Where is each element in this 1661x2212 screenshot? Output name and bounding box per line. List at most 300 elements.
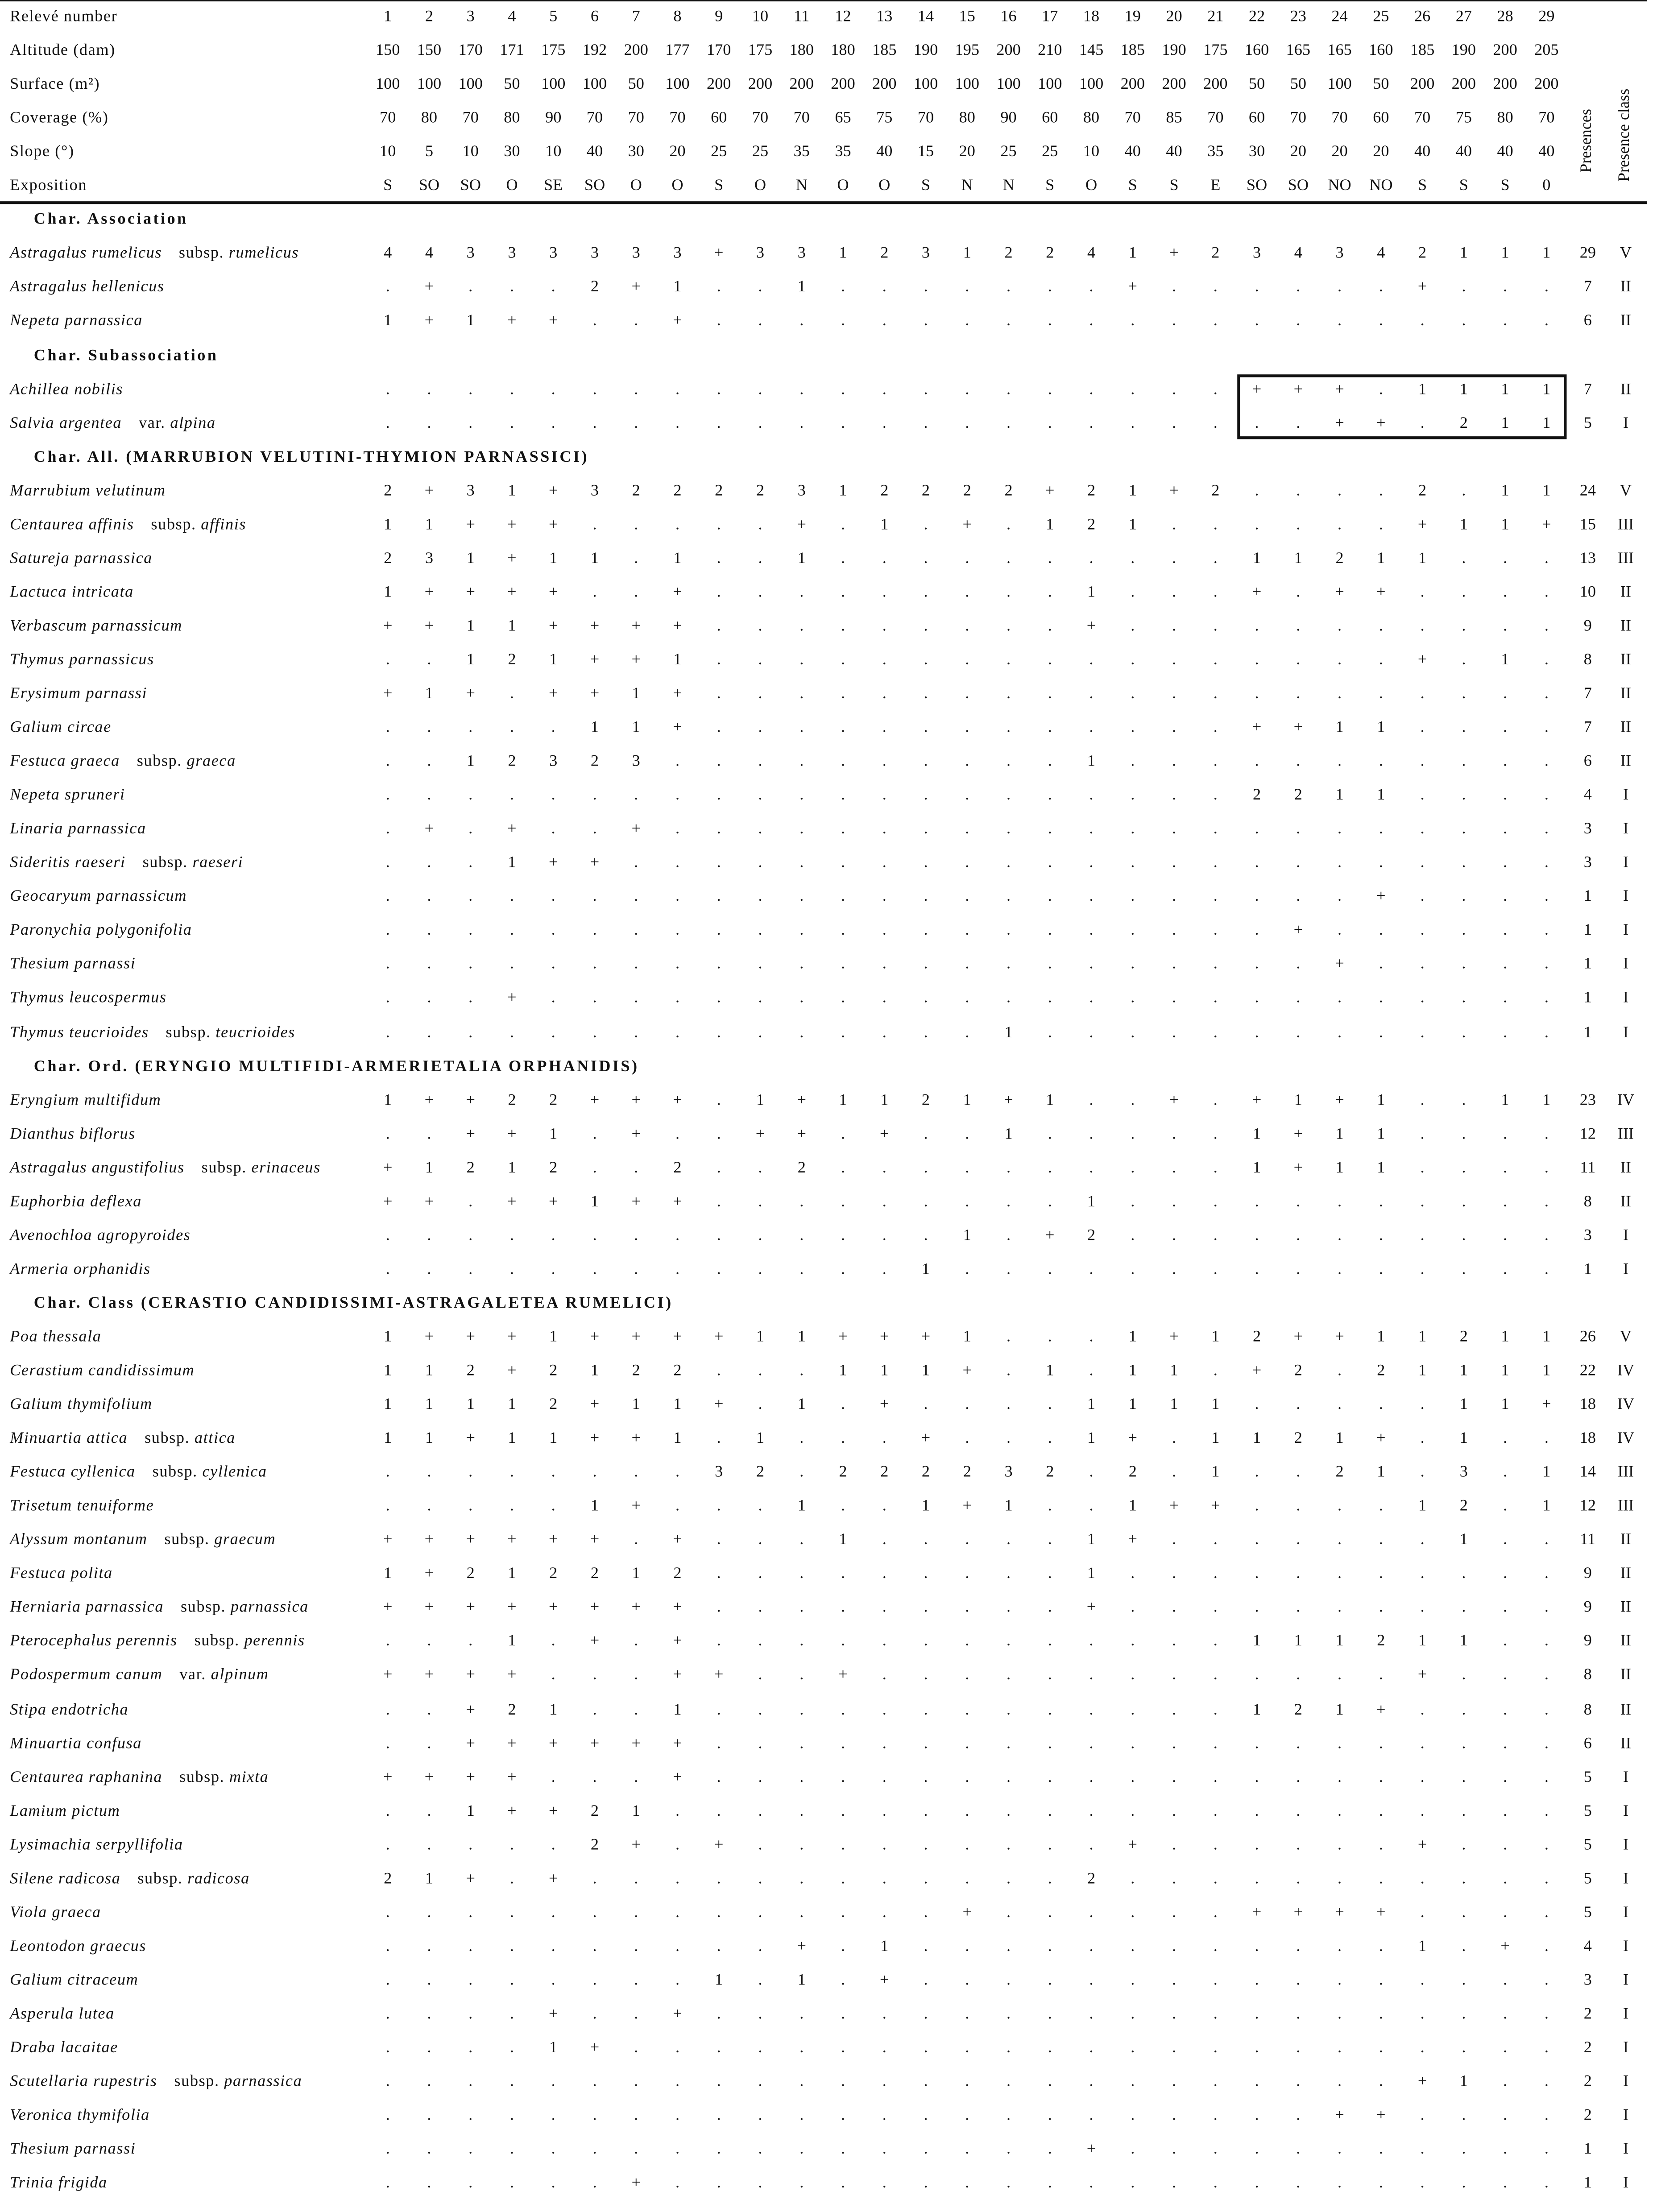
- abundance-cell: .: [1255, 1464, 1259, 1481]
- abundance-cell: .: [1296, 414, 1301, 432]
- abundance-cell: .: [1213, 854, 1218, 872]
- abundance-cell: .: [1172, 2107, 1176, 2125]
- abundance-cell: 1: [1418, 1363, 1427, 1379]
- abundance-cell: .: [1462, 313, 1466, 330]
- abundance-cell: +: [631, 1193, 641, 1210]
- abundance-cell: +: [1128, 279, 1138, 296]
- abundance-cell: .: [841, 2107, 845, 2125]
- header-cell: 20: [1290, 144, 1306, 161]
- presence-class-cell: I: [1623, 1802, 1629, 1820]
- header-cell: 1: [384, 8, 392, 25]
- abundance-cell: .: [758, 990, 762, 1007]
- abundance-cell: .: [1089, 279, 1094, 296]
- abundance-cell: .: [758, 1904, 762, 1921]
- abundance-cell: 1: [715, 1972, 723, 1989]
- presences-cell: 5: [1583, 414, 1592, 432]
- abundance-cell: .: [1213, 1125, 1218, 1143]
- rank-word: subsp.: [179, 1769, 229, 1786]
- abundance-cell: +: [880, 1329, 889, 1346]
- abundance-cell: 1: [673, 651, 682, 669]
- infraspecific-epithet: [179, 245, 299, 262]
- presence-class-cell: III: [1617, 550, 1634, 567]
- abundance-cell: +: [631, 820, 641, 838]
- abundance-cell: 1: [839, 482, 847, 500]
- abundance-cell: 1: [1211, 1464, 1220, 1481]
- abundance-cell: .: [1503, 1599, 1508, 1617]
- abundance-cell: .: [799, 381, 804, 398]
- abundance-cell: +: [548, 1599, 558, 1617]
- abundance-cell: +: [590, 1430, 600, 1447]
- abundance-cell: +: [714, 245, 724, 262]
- abundance-cell: .: [592, 1024, 597, 1041]
- abundance-cell: .: [1089, 1329, 1094, 1346]
- abundance-cell: 2: [384, 550, 392, 567]
- abundance-cell: .: [1379, 2005, 1383, 2023]
- abundance-cell: .: [799, 1566, 804, 1583]
- abundance-cell: .: [1007, 1633, 1011, 1650]
- abundance-cell: 1: [1004, 1024, 1013, 1041]
- abundance-cell: .: [841, 617, 845, 635]
- abundance-cell: .: [1503, 820, 1508, 838]
- abundance-cell: .: [1379, 820, 1383, 838]
- abundance-cell: .: [1007, 1904, 1011, 1921]
- header-cell: 200: [707, 76, 731, 93]
- abundance-cell: +: [673, 685, 682, 703]
- header-row-label: Altitude (dam): [10, 42, 116, 59]
- abundance-cell: .: [427, 888, 431, 906]
- abundance-cell: .: [1544, 854, 1549, 872]
- header-cell: 40: [1538, 144, 1555, 161]
- presence-class-column-header: Presence class: [1616, 88, 1633, 182]
- abundance-cell: .: [468, 2107, 473, 2125]
- abundance-cell: .: [799, 787, 804, 804]
- abundance-cell: .: [634, 2107, 638, 2125]
- header-cell: 70: [380, 110, 396, 127]
- abundance-cell: .: [1420, 787, 1425, 804]
- abundance-cell: .: [1213, 414, 1218, 432]
- abundance-cell: 2: [1046, 245, 1054, 262]
- abundance-cell: .: [1420, 313, 1425, 330]
- presences-cell: 18: [1579, 1396, 1596, 1413]
- header-cell: 50: [1290, 76, 1306, 93]
- abundance-cell: .: [1213, 2175, 1218, 2192]
- presences-cell: 4: [1583, 787, 1592, 804]
- abundance-cell: .: [758, 1633, 762, 1650]
- abundance-cell: .: [1089, 1091, 1094, 1109]
- abundance-cell: .: [924, 1769, 928, 1786]
- header-cell: 200: [1120, 76, 1145, 93]
- abundance-cell: .: [592, 2005, 597, 2023]
- header-cell: 70: [1207, 110, 1224, 127]
- abundance-cell: .: [1007, 550, 1011, 567]
- abundance-cell: .: [1213, 719, 1218, 737]
- abundance-cell: 1: [673, 279, 682, 296]
- abundance-cell: .: [717, 888, 721, 906]
- abundance-cell: .: [965, 1430, 969, 1447]
- abundance-cell: .: [1213, 820, 1218, 838]
- abundance-cell: 1: [632, 1396, 640, 1413]
- abundance-cell: .: [551, 1667, 555, 1684]
- abundance-cell: .: [1007, 1193, 1011, 1210]
- abundance-cell: .: [799, 1193, 804, 1210]
- abundance-cell: .: [1420, 2039, 1425, 2057]
- abundance-cell: .: [1503, 990, 1508, 1007]
- abundance-cell: .: [1172, 1464, 1176, 1481]
- abundance-cell: .: [1048, 1904, 1052, 1921]
- abundance-cell: .: [799, 1735, 804, 1752]
- abundance-cell: 1: [797, 1498, 806, 1515]
- rank-word: subsp.: [174, 2073, 224, 2091]
- abundance-cell: .: [468, 381, 473, 398]
- abundance-cell: 4: [425, 245, 434, 262]
- species-name: [10, 2142, 136, 2158]
- abundance-cell: .: [1338, 482, 1342, 500]
- abundance-cell: +: [631, 1125, 641, 1143]
- abundance-cell: .: [1255, 1193, 1259, 1210]
- abundance-cell: .: [882, 1193, 886, 1210]
- abundance-cell: +: [548, 1870, 558, 1888]
- abundance-cell: 1: [632, 719, 640, 737]
- abundance-cell: 1: [1211, 1329, 1220, 1346]
- header-cell: S: [1459, 178, 1468, 195]
- presences-cell: 13: [1579, 550, 1596, 567]
- abundance-cell: .: [1462, 2141, 1466, 2158]
- abundance-cell: .: [758, 1024, 762, 1041]
- abundance-cell: .: [1089, 1735, 1094, 1752]
- abundance-cell: .: [717, 1091, 721, 1109]
- abundance-cell: .: [509, 1464, 514, 1481]
- abundance-cell: .: [882, 1498, 886, 1515]
- abundance-cell: .: [1420, 1091, 1425, 1109]
- abundance-cell: .: [1544, 1261, 1549, 1278]
- abundance-cell: .: [1338, 685, 1342, 703]
- abundance-cell: .: [1007, 1701, 1011, 1718]
- presences-cell: 3: [1583, 854, 1592, 872]
- abundance-cell: .: [1048, 1802, 1052, 1820]
- abundance-cell: 1: [1252, 1430, 1261, 1447]
- infraspecific-epithet: [145, 1430, 236, 1447]
- abundance-cell: +: [1293, 1904, 1303, 1921]
- abundance-cell: 2: [880, 482, 889, 500]
- abundance-cell: .: [758, 787, 762, 804]
- abundance-cell: .: [799, 2107, 804, 2125]
- abundance-cell: .: [1007, 1396, 1011, 1413]
- abundance-cell: .: [965, 1802, 969, 1820]
- abundance-cell: 3: [466, 482, 475, 500]
- abundance-cell: .: [551, 888, 555, 906]
- abundance-cell: .: [1089, 2175, 1094, 2192]
- species-name: [10, 2007, 115, 2023]
- abundance-cell: 1: [1542, 1464, 1551, 1481]
- abundance-cell: 2: [1252, 1329, 1261, 1346]
- header-cell: 7: [632, 8, 640, 25]
- abundance-cell: 1: [756, 1091, 765, 1109]
- abundance-cell: .: [1007, 820, 1011, 838]
- abundance-cell: .: [799, 1904, 804, 1921]
- abundance-cell: .: [1048, 1125, 1052, 1143]
- abundance-cell: 1: [1335, 1633, 1344, 1650]
- header-cell: 70: [669, 110, 686, 127]
- abundance-cell: .: [841, 1227, 845, 1244]
- abundance-cell: 1: [1542, 1329, 1551, 1346]
- abundance-cell: .: [1462, 1870, 1466, 1888]
- abundance-cell: .: [1255, 1227, 1259, 1244]
- abundance-cell: 3: [797, 245, 806, 262]
- abundance-cell: .: [841, 1599, 845, 1617]
- abundance-cell: .: [1007, 753, 1011, 770]
- abundance-cell: .: [717, 313, 721, 330]
- abundance-cell: +: [507, 516, 517, 533]
- abundance-cell: +: [962, 1498, 972, 1515]
- species-name: [10, 416, 216, 432]
- abundance-cell: .: [799, 1802, 804, 1820]
- species-binomial: Marrubium velutinum: [10, 482, 166, 500]
- presence-class-cell: II: [1620, 1566, 1632, 1583]
- header-cell: 13: [876, 8, 893, 25]
- presence-class-cell: V: [1620, 1329, 1632, 1346]
- abundance-cell: .: [468, 1972, 473, 1989]
- abundance-cell: .: [965, 1769, 969, 1786]
- rank-word: subsp.: [178, 245, 229, 262]
- abundance-cell: .: [385, 854, 390, 872]
- epithet-name: parnassica: [224, 2073, 302, 2091]
- abundance-cell: +: [1335, 2107, 1344, 2125]
- header-cell: 100: [417, 76, 442, 93]
- abundance-cell: +: [590, 1329, 600, 1346]
- abundance-cell: .: [1007, 1329, 1011, 1346]
- header-cell: 175: [541, 42, 566, 59]
- abundance-cell: .: [427, 1261, 431, 1278]
- abundance-cell: .: [1172, 956, 1176, 973]
- species-binomial: Galium thymifolium: [10, 1396, 153, 1413]
- header-cell: 23: [1290, 8, 1306, 25]
- abundance-cell: .: [1048, 1532, 1052, 1549]
- abundance-cell: +: [424, 1599, 434, 1617]
- abundance-cell: .: [1131, 1802, 1135, 1820]
- header-cell: SE: [544, 178, 563, 195]
- species-name: [10, 518, 246, 534]
- abundance-cell: .: [965, 1261, 969, 1278]
- abundance-cell: .: [1462, 820, 1466, 838]
- abundance-cell: .: [1420, 617, 1425, 635]
- header-cell: 200: [1493, 42, 1517, 59]
- header-cell: 171: [500, 42, 524, 59]
- abundance-cell: 1: [632, 1566, 640, 1583]
- abundance-cell: 1: [1128, 1363, 1137, 1379]
- infraspecific-epithet: [179, 1667, 269, 1684]
- abundance-cell: .: [1379, 482, 1383, 500]
- abundance-cell: .: [1296, 956, 1301, 973]
- presence-class-cell: II: [1620, 1599, 1632, 1617]
- header-cell: 30: [1248, 144, 1265, 161]
- abundance-cell: .: [1213, 685, 1218, 703]
- header-cell: 75: [876, 110, 893, 127]
- abundance-cell: .: [1048, 1870, 1052, 1888]
- abundance-cell: .: [1503, 1430, 1508, 1447]
- abundance-cell: 2: [1335, 550, 1344, 567]
- abundance-cell: +: [962, 1904, 972, 1921]
- abundance-cell: 1: [1170, 1396, 1178, 1413]
- section-heading: Char. All. (MARRUBION VELUTINI-THYMION PARNASSICI): [33, 448, 589, 466]
- abundance-cell: .: [758, 2141, 762, 2158]
- abundance-cell: .: [675, 1972, 680, 1989]
- abundance-cell: +: [1252, 1363, 1262, 1379]
- header-cell: 70: [1124, 110, 1141, 127]
- abundance-cell: 2: [590, 279, 599, 296]
- abundance-cell: .: [965, 719, 969, 737]
- abundance-cell: +: [466, 1701, 475, 1718]
- abundance-cell: .: [1089, 1464, 1094, 1481]
- abundance-cell: .: [1007, 414, 1011, 432]
- abundance-cell: .: [1503, 685, 1508, 703]
- abundance-cell: .: [1172, 1159, 1176, 1176]
- species-binomial: Lysimachia serpyllifolia: [10, 1836, 183, 1854]
- abundance-cell: .: [1048, 990, 1052, 1007]
- abundance-cell: .: [924, 381, 928, 398]
- species-name: [10, 992, 166, 1008]
- species-binomial: Scutellaria rupestris: [10, 2073, 157, 2091]
- abundance-cell: .: [634, 1024, 638, 1041]
- abundance-cell: .: [1338, 313, 1342, 330]
- abundance-cell: .: [1379, 313, 1383, 330]
- abundance-cell: .: [592, 2175, 597, 2192]
- epithet-name: radicosa: [187, 1870, 250, 1888]
- abundance-cell: .: [1296, 1464, 1301, 1481]
- abundance-cell: .: [1296, 584, 1301, 601]
- abundance-cell: .: [1131, 888, 1135, 906]
- rank-word: subsp.: [194, 1633, 244, 1650]
- abundance-cell: .: [1462, 279, 1466, 296]
- abundance-cell: .: [634, 1769, 638, 1786]
- abundance-cell: .: [385, 1701, 390, 1718]
- abundance-cell: .: [1503, 1904, 1508, 1921]
- presence-class-cell: I: [1623, 1938, 1629, 1955]
- abundance-cell: +: [1169, 245, 1179, 262]
- abundance-cell: .: [1462, 854, 1466, 872]
- abundance-cell: 1: [1377, 1159, 1385, 1176]
- abundance-cell: +: [631, 1735, 641, 1752]
- abundance-cell: .: [758, 2039, 762, 2057]
- abundance-cell: +: [424, 1329, 434, 1346]
- abundance-cell: .: [1462, 617, 1466, 635]
- abundance-cell: +: [673, 1091, 682, 1109]
- abundance-cell: 1: [508, 482, 516, 500]
- abundance-cell: .: [1379, 2141, 1383, 2158]
- abundance-cell: .: [1131, 990, 1135, 1007]
- abundance-cell: .: [1420, 1904, 1425, 1921]
- abundance-cell: .: [1255, 753, 1259, 770]
- abundance-cell: .: [841, 787, 845, 804]
- header-cell: 70: [628, 110, 644, 127]
- abundance-cell: .: [1172, 381, 1176, 398]
- name-separator: [157, 2073, 174, 2090]
- abundance-cell: .: [1048, 414, 1052, 432]
- abundance-cell: 1: [673, 1396, 682, 1413]
- abundance-cell: .: [717, 2039, 721, 2057]
- abundance-cell: .: [717, 516, 721, 533]
- abundance-cell: .: [1255, 2141, 1259, 2158]
- species-binomial: Nepeta parnassica: [10, 313, 143, 330]
- abundance-cell: .: [717, 1227, 721, 1244]
- abundance-cell: 2: [673, 1159, 682, 1176]
- abundance-cell: 2: [797, 1159, 806, 1176]
- abundance-cell: .: [1338, 1938, 1342, 1955]
- header-cell: 25: [711, 144, 727, 161]
- abundance-cell: 2: [1418, 482, 1427, 500]
- abundance-cell: .: [1131, 1193, 1135, 1210]
- abundance-cell: 2: [466, 1363, 475, 1379]
- header-cell: 200: [872, 76, 897, 93]
- abundance-cell: .: [468, 1904, 473, 1921]
- abundance-cell: .: [1296, 888, 1301, 906]
- abundance-cell: +: [548, 584, 558, 601]
- abundance-cell: .: [1172, 1870, 1176, 1888]
- abundance-cell: .: [1544, 1735, 1549, 1752]
- presences-cell: 6: [1583, 753, 1592, 770]
- abundance-cell: .: [1213, 1599, 1218, 1617]
- header-cell: 35: [793, 144, 810, 161]
- abundance-cell: .: [1503, 584, 1508, 601]
- abundance-cell: .: [551, 414, 555, 432]
- abundance-cell: .: [882, 1870, 886, 1888]
- abundance-cell: .: [1503, 1667, 1508, 1684]
- abundance-cell: 3: [921, 245, 930, 262]
- abundance-cell: +: [424, 482, 434, 500]
- presence-class-cell: III: [1617, 1498, 1634, 1515]
- abundance-cell: .: [882, 787, 886, 804]
- abundance-cell: .: [758, 381, 762, 398]
- abundance-cell: .: [1255, 2107, 1259, 2125]
- abundance-cell: .: [1048, 1938, 1052, 1955]
- abundance-cell: .: [592, 584, 597, 601]
- species-binomial: Galium citraceum: [10, 1972, 139, 1989]
- abundance-cell: .: [841, 1566, 845, 1583]
- abundance-cell: .: [717, 1261, 721, 1278]
- header-cell: 70: [1414, 110, 1431, 127]
- species-binomial: Thymus teucrioides: [10, 1024, 149, 1041]
- abundance-cell: .: [1338, 1566, 1342, 1583]
- presences-cell: 11: [1580, 1159, 1596, 1176]
- epithet-name: parnassica: [230, 1599, 309, 1617]
- abundance-cell: 1: [549, 1701, 558, 1718]
- infraspecific-epithet: [151, 516, 246, 533]
- abundance-cell: .: [675, 922, 680, 940]
- abundance-cell: .: [385, 1024, 390, 1041]
- abundance-cell: .: [841, 1396, 845, 1413]
- abundance-cell: .: [1089, 990, 1094, 1007]
- abundance-cell: .: [1048, 854, 1052, 872]
- abundance-cell: .: [1544, 1701, 1549, 1718]
- abundance-cell: .: [1544, 2005, 1549, 2023]
- abundance-cell: .: [1089, 854, 1094, 872]
- abundance-cell: .: [717, 922, 721, 940]
- abundance-cell: 1: [880, 516, 889, 533]
- abundance-cell: .: [758, 1159, 762, 1176]
- species-binomial: Thymus parnassicus: [10, 651, 154, 669]
- abundance-cell: +: [383, 617, 393, 635]
- abundance-cell: .: [675, 1938, 680, 1955]
- abundance-cell: .: [1338, 1870, 1342, 1888]
- presences-cell: 1: [1583, 956, 1592, 973]
- header-cell: 200: [1451, 76, 1476, 93]
- abundance-cell: .: [1462, 990, 1466, 1007]
- abundance-cell: .: [1172, 1802, 1176, 1820]
- header-cell: 21: [1207, 8, 1224, 25]
- species-name: [10, 1364, 195, 1380]
- abundance-cell: .: [1172, 1599, 1176, 1617]
- abundance-cell: .: [1296, 617, 1301, 635]
- abundance-cell: .: [799, 1227, 804, 1244]
